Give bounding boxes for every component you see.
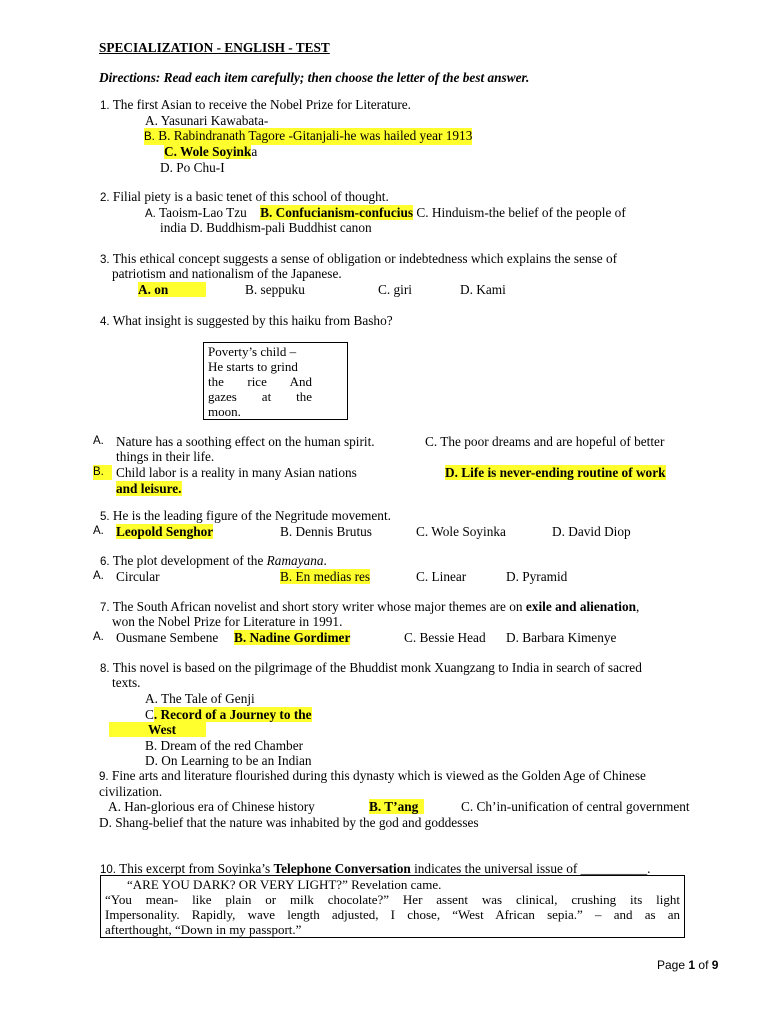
option-letter: C bbox=[145, 707, 154, 722]
question-stem: This ethical concept suggests a sense of obligation or indebtedness which explains the sense of bbox=[112, 251, 618, 266]
current-page: 1 bbox=[688, 958, 696, 972]
q7-option-a: Ousmane Sembene bbox=[116, 630, 219, 645]
page-number bbox=[657, 958, 718, 973]
q5-option-b: B. Dennis Brutus bbox=[280, 524, 372, 539]
document-title: SPECIALIZATION - ENGLISH - TEST bbox=[99, 40, 330, 55]
question-9-cont: civilization. bbox=[99, 784, 163, 799]
q4-option-b-letter: B. bbox=[93, 465, 112, 480]
q6-option-c: C. Linear bbox=[416, 569, 467, 584]
question-number: 4. bbox=[100, 316, 110, 328]
question-8-cont: texts. bbox=[112, 675, 141, 690]
q6-option-d: D. Pyramid bbox=[506, 569, 568, 584]
question-stem: This excerpt from Soyinka’s bbox=[119, 861, 274, 876]
option-b-answer: B. Confucianism-confucius bbox=[260, 205, 414, 220]
question-number: 10. bbox=[100, 864, 116, 876]
question-stem: This novel is based on the pilgrimage of the Bhuddist monk Xuangzang to India in search of sacred bbox=[112, 660, 642, 675]
q8-option-c-answer-cont: West bbox=[109, 722, 206, 737]
q8-option-c-answer bbox=[145, 707, 312, 722]
q8-option-d: D. On Learning to be an Indian bbox=[145, 753, 312, 768]
q9-option-d: D. Shang-belief that the nature was inhabited by the god and goddesses bbox=[99, 815, 479, 830]
excerpt-line: Impersonality. Rapidly, wave length adjusted, I chose, “West African sepia.” – and as an bbox=[105, 907, 680, 922]
question-6 bbox=[100, 553, 327, 570]
question-number: 9. bbox=[99, 771, 109, 783]
q4-option-a-letter: A. bbox=[93, 435, 104, 447]
question-stem-tail: . bbox=[323, 553, 327, 568]
option-text: B. Rabindranath Tagore -Gitanjali-he was hailed year 1913 bbox=[158, 128, 473, 143]
excerpt-text bbox=[105, 877, 680, 937]
q4-option-a-cont: things in their life. bbox=[116, 449, 215, 464]
question-4 bbox=[100, 313, 393, 330]
haiku-line: the rice And bbox=[208, 374, 312, 389]
haiku-line: moon. bbox=[208, 404, 241, 419]
q4-option-b: Child labor is a reality in many Asian nations bbox=[116, 465, 357, 480]
question-number: 8. bbox=[100, 663, 110, 675]
question-stem-title: Telephone Conversation bbox=[273, 861, 411, 876]
question-stem-tail: indicates the universal issue of __________. bbox=[410, 861, 651, 876]
q7-option-c: C. Bessie Head bbox=[404, 630, 486, 645]
q6-option-a-letter: A. bbox=[93, 570, 104, 582]
q8-option-b: B. Dream of the red Chamber bbox=[145, 738, 304, 753]
question-5 bbox=[100, 508, 391, 525]
question-stem-title: Ramayana bbox=[266, 553, 324, 568]
haiku-text bbox=[208, 344, 312, 419]
option-text: . Record of a Journey to the bbox=[153, 707, 312, 722]
question-stem: Fine arts and literature flourished during this dynasty which is viewed as the Golden Age of Chinese bbox=[111, 768, 646, 783]
q9-option-a: A. Han-glorious era of Chinese history bbox=[108, 799, 315, 814]
question-1 bbox=[100, 97, 411, 114]
question-number: 2. bbox=[100, 192, 110, 204]
directions: Directions: Read each item carefully; then choose the letter of the best answer. bbox=[99, 70, 530, 85]
option-text-tail: a bbox=[251, 144, 258, 159]
q3-option-b: B. seppuku bbox=[245, 282, 305, 297]
total-pages: 9 bbox=[711, 958, 719, 972]
option-c: C. Hinduism-the belief of the people of bbox=[416, 205, 626, 220]
q1-option-b-answer bbox=[144, 128, 472, 145]
option-text: C. Wole Soyink bbox=[164, 144, 252, 159]
q7-option-a-letter: A. bbox=[93, 631, 104, 643]
option-letter: A. bbox=[145, 208, 156, 220]
q4-option-d-answer-cont: and leisure. bbox=[116, 481, 182, 496]
question-number: 1. bbox=[100, 100, 110, 112]
question-stem: The first Asian to receive the Nobel Prize for Literature. bbox=[112, 97, 412, 112]
q7-option-b-answer: B. Nadine Gordimer bbox=[234, 630, 351, 645]
question-stem: Filial piety is a basic tenet of this school of thought. bbox=[112, 189, 389, 204]
q4-option-d-answer: D. Life is never-ending routine of work bbox=[445, 465, 666, 480]
option-a: Taoism-Lao Tzu bbox=[158, 205, 247, 220]
q5-option-a-answer: Leopold Senghor bbox=[116, 524, 214, 539]
q5-option-d: D. David Diop bbox=[552, 524, 631, 539]
q3-option-a-answer: A. on bbox=[138, 282, 206, 297]
haiku-line: gazes at the bbox=[208, 389, 312, 404]
question-stem-tail: , bbox=[635, 599, 640, 614]
haiku-box bbox=[203, 342, 348, 420]
q3-option-c: C. giri bbox=[378, 282, 412, 297]
question-stem: What insight is suggested by this haiku from Basho? bbox=[112, 313, 393, 328]
question-stem-emphasis: exile and alienation bbox=[525, 599, 636, 614]
excerpt-line: “You mean- like plain or milk chocolate?” Her assent was clinical, crushing its light bbox=[105, 892, 680, 907]
q7-option-d: D. Barbara Kimenye bbox=[506, 630, 617, 645]
question-number: 3. bbox=[100, 254, 110, 266]
q1-option-a: A. Yasunari Kawabata- bbox=[145, 113, 269, 128]
excerpt-line: “ARE YOU DARK? OR VERY LIGHT?” Revelation came. bbox=[127, 877, 442, 892]
question-number: 7. bbox=[100, 602, 110, 614]
question-stem: The South African novelist and short story writer whose major themes are on bbox=[112, 599, 526, 614]
question-number: 5. bbox=[100, 511, 110, 523]
q9-option-c: C. Ch’in-unification of central government bbox=[461, 799, 690, 814]
of-word: of bbox=[698, 958, 709, 972]
excerpt-line: afterthought, “Down in my passport.” bbox=[105, 922, 302, 937]
q1-option-c bbox=[164, 144, 257, 159]
haiku-line: Poverty’s child – bbox=[208, 344, 297, 359]
question-number: 6. bbox=[100, 556, 110, 568]
q5-option-c: C. Wole Soyinka bbox=[416, 524, 506, 539]
q6-option-b-answer: B. En medias res bbox=[280, 569, 371, 584]
page-word: Page bbox=[657, 958, 686, 972]
excerpt-box bbox=[100, 875, 685, 938]
haiku-line: He starts to grind bbox=[208, 359, 298, 374]
question-7-cont: won the Nobel Prize for Literature in 1991. bbox=[112, 614, 343, 629]
question-stem: He is the leading figure of the Negritude movement. bbox=[112, 508, 391, 523]
q4-option-a: Nature has a soothing effect on the human spirit. bbox=[116, 434, 375, 449]
q2-options-cont: india D. Buddhism-pali Buddhist canon bbox=[160, 220, 372, 235]
q3-option-d: D. Kami bbox=[460, 282, 506, 297]
q1-option-d: D. Po Chu-I bbox=[160, 160, 225, 175]
q8-option-a: A. The Tale of Genji bbox=[145, 691, 255, 706]
question-9 bbox=[99, 768, 646, 785]
question-2 bbox=[100, 189, 389, 206]
q4-option-c: C. The poor dreams and are hopeful of better bbox=[425, 434, 665, 449]
q5-option-a-letter: A. bbox=[93, 525, 104, 537]
question-3-cont: patriotism and nationalism of the Japanese. bbox=[112, 266, 342, 281]
q9-option-b-answer: B. T’ang bbox=[369, 799, 424, 814]
q6-option-a: Circular bbox=[116, 569, 160, 584]
option-letter: B. bbox=[144, 131, 155, 143]
question-stem: The plot development of the bbox=[112, 553, 267, 568]
question-8 bbox=[100, 660, 642, 677]
